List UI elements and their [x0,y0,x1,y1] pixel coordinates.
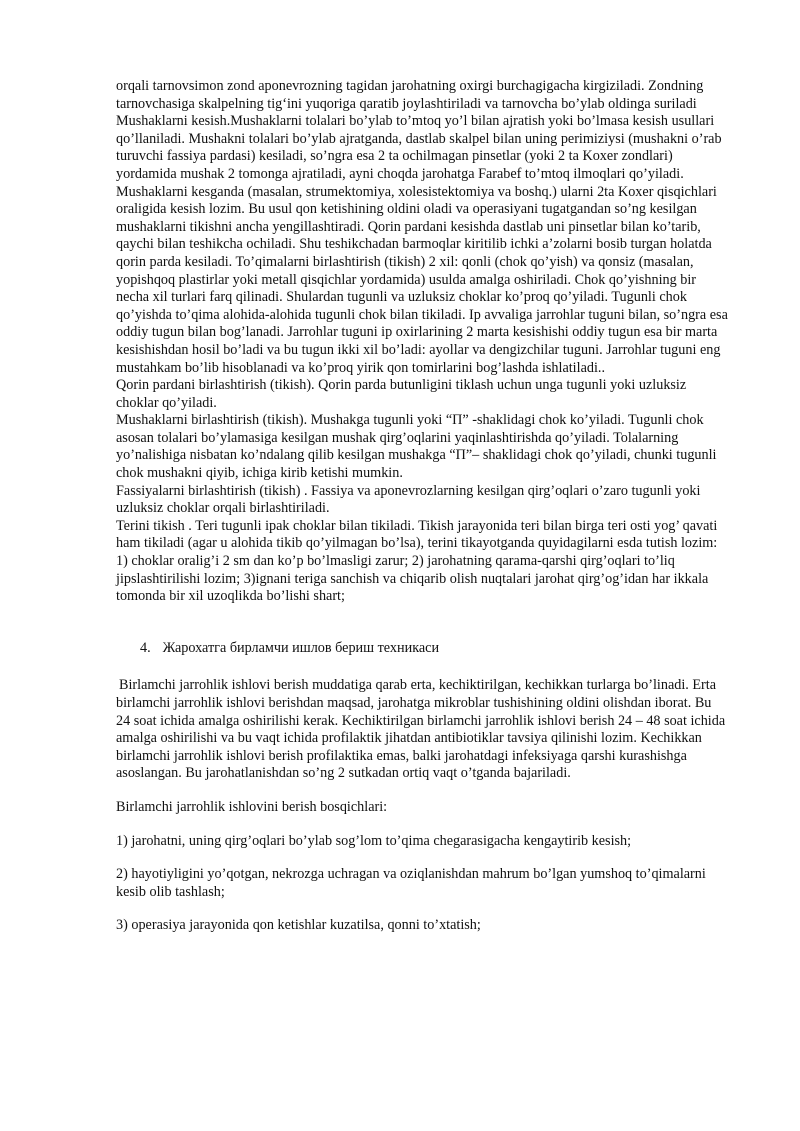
list-item: 3) operasiya jarayonida qon ketishlar kuzatilsa, qonni to’xtatish; [116,917,481,934]
paragraph: Birlamchi jarrohlik ishlovi berish muddatiga qarab erta, kechiktirilgan, kechikkan turlarga bo’linadi. Erta birlamchi jarrohlik ishlovi berishdan maqsad, jarohatga mikroblar tushishining oldini olishdan iborat. Bu 24 soat ichida amalga oshirilishi kerak. Kechiktirilgan birlamchi jarrohlik ishlovi berish 24 – 48 soat ichida amalga oshirilishi va bu vaqt ichida profilaktik jihatdan antibiotiklar tavsiya qilinishi lozim. Kechikkan birlamchi jarrohlik ishlovi berish profilaktika emas, balki jarohatdagi infeksiyaga qarshi kurashishga asoslangan. Bu jarohatlanishdan so’ng 2 sutkadan ortiq vaqt o’tganda bajariladi. [116,677,726,782]
text-block: Fassiyalarni birlashtirish (tikish) . Fassiya va aponevrozlarning kesilgan qirg’oqlari o’zaro tugunli yoki uzluksiz choklar orqali birlashtiriladi. [116,482,701,517]
text-block: orqali tarnovsimon zond aponevrozning tagidan jarohatning oxirgi burchagigacha kirgiziladi. Zondning tarnovchasiga skalpelning tig‘ini yuqoriga qaratib joylashtiriladi va tarnovcha bo’ylab oldinga suriladi [116,78,704,112]
text-block: Qorin pardani birlashtirish (tikish). Qorin parda butunligini tiklash uchun unga tugunli yoki uzluksiz choklar qo’yiladi. [116,377,687,411]
text-block: Terini tikish . Teri tugunli ipak choklar bilan tikiladi. Tikish jarayonida teri bilan birga teri osti yog’ qavati ham tikiladi (agar u alohida tikib qo’yilmagan bo’lsa), terini tikayotganda quyidagilarni esda tutish lozim: 1) choklar oralig’i 2 sm dan ko’p bo’lmasligi zarur; 2) jarohatning qarama-qarshi qirg’oqlari to’liq jipslashtirilishi lozim; 3)ignani teriga sanchish va chiqarib olish nuqtalari jarohat qirg’og’idan har ikkala tomonda bir xil uzoqlikda bo’lishi shart; [116,517,718,605]
document-page [116,78,728,951]
list-item: 2) hayotiyligini yo’qotgan, nekrozga uchragan va oziqlanishdan mahrum bo’lgan yumshoq to’qimalarni kesib olib tashlash; [116,866,706,900]
section-title: Жарохатга бирламчи ишлов бериш техникаси [162,639,440,656]
paragraph: Birlamchi jarrohlik ishlovini berish bosqichlari: [116,798,388,815]
text-block: Mushaklarni kesish.Mushaklarni tolalari bo’ylab to’mtoq yo’l bilan ajratish yoki bo’lmasa kesish usullari qo’llaniladi. Mushakni tolalari bo’ylab ajratganda, dastlab skalpel bilan uning perimiziysi (mushakni o’rab turuvchi fassiya pardasi) kesiladi, so’ngra esa 2 ta ochilmagan pinsetlar (yoki 2 ta Koxer zondlari) yordamida mushak 2 tomonga ajratiladi, ayni choqda jarohatga Farabef to’mtoq ilmoqlari qo’yiladi. Mushaklarni kesganda (masalan, strumektomiya, xolesistektomiya va boshq.) ularni 2ta Koxer qisqichlari oraligida kesish lozim. Bu usul qon ketishining oldini oladi va operasiyani tugatgandan so’ng kesilgan mushaklarni tikishni ancha yengillashtiradi. Qorin pardani kesishda dastlab uni pinsetlar bilan ko’tarib, qaychi bilan teshikcha ochiladi. Shu teshikchadan barmoqlar kiritilib ichki a’zolarni bosib turgan holatda qorin parda kesiladi. To’qimalarni birlashtirish (tikish) 2 xil: qonli (chok qo’yish) va qonsiz (masalan, yopishqoq plastirlar yoki metall qisqichlar yordamida) usulda amalga oshiriladi. Chok qo’yishning bir necha xil turlari farq qilinadi. Shulardan tugunli va uzluksiz choklar ko’proq qo’yiladi. Tugunli chok qo’yishda to’qima alohida-alohida tugunli chok bilan tikiladi. Ip avvaliga jarrohlar tuguni bilan, so’ngra esa oddiy tugun bilan bog’lanadi. Jarrohlar tuguni ip oxirlarining 2 marta kesishishi oddiy tugun esa bir marta kesishishdan hosil bo’ladi va bu tugun ikki xil bo’ladi: ayollar va dengizchilar tuguni. Jarrohlar tuguni eng mustahkam bo’lib hisoblanadi va ko’proq yirik qon tomirlarini bog’lashda ishlatiladi.. [116,113,728,376]
text-block: Mushaklarni birlashtirish (tikish). Mushakga tugunli yoki “П” -shaklidagi chok ko’yiladi. Tugunli chok asosan tolalari bo’ylamasiga kesilgan mushak qirg’oqlarini yaqinlashtirishda qo’yiladi. Tolalarning yo’nalishiga nisbatan ko’ndalang qilib kesilgan mushakga “П”– shaklidagi chok qo’yiladi, chunki tugunli chok mushakni qiyib, ichiga kirib ketishi mumkin. [116,412,717,482]
list-item: 1) jarohatni, uning qirg’oqlari bo’ylab sog’lom to’qima chegarasigacha kengaytirib kesish; [116,832,632,849]
section-heading [140,640,728,658]
section-number: 4. [140,639,151,656]
